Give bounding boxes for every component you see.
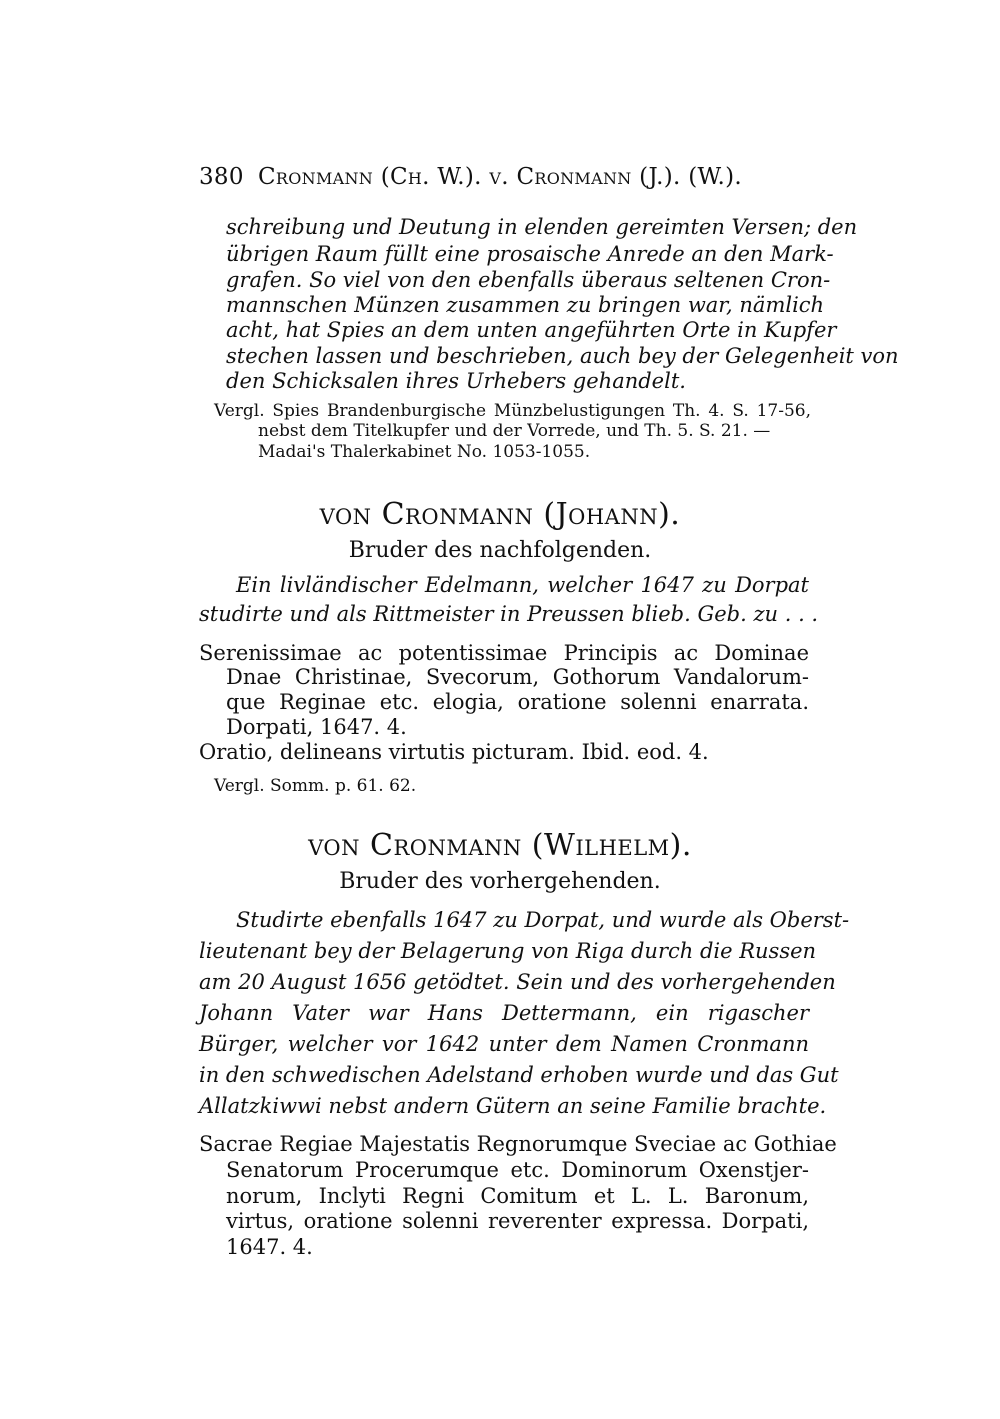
reference-note-line: Vergl. Somm. p. 61. 62.: [214, 776, 417, 796]
paragraph-line: acht, hat Spies an dem unten angeführten Orte in Kupfer: [226, 318, 837, 342]
work-entry-line: Dnae Christinae, Svecorum, Gothorum Vandalorum-: [226, 665, 809, 689]
paragraph-line: Johann Vater war Hans Dettermann, ein rigascher: [199, 1001, 809, 1025]
paragraph-line: den Schicksalen ihres Urhebers gehandelt.: [226, 369, 686, 393]
paragraph-line: mannschen Münzen zusammen zu bringen war, nämlich: [226, 293, 825, 317]
work-entry-line: 1647. 4.: [226, 1235, 313, 1259]
paragraph-line: in den schwedischen Adelstand erhoben wurde und das Gut: [199, 1063, 839, 1087]
paragraph-line: Bürger, welcher vor 1642 unter dem Namen Cronmann: [199, 1032, 809, 1056]
paragraph-line: Allatzkiwwi nebst andern Gütern an seine Familie brachte.: [199, 1094, 827, 1118]
running-title: Cronmann (Ch. W.). v. Cronmann (J.). (W.).: [258, 164, 742, 190]
work-entry-line: Senatorum Procerumque etc. Dominorum Oxenstjer-: [226, 1158, 809, 1182]
work-entry-line: Oratio, delineans virtutis picturam. Ibid. eod. 4.: [199, 740, 709, 764]
paragraph-line: studirte und als Rittmeister in Preussen blieb. Geb. zu . . .: [199, 602, 819, 626]
paragraph-line: übrigen Raum füllt eine prosaische Anrede an den Mark-: [226, 242, 834, 266]
paragraph-line: schreibung und Deutung in elenden gereimten Versen; den: [226, 215, 858, 239]
page-number: 380: [199, 164, 244, 190]
paragraph-line: Ein livländischer Edelmann, welcher 1647 zu Dorpat: [236, 573, 809, 597]
paragraph-line: grafen. So viel von den ebenfalls überaus seltenen Cron-: [226, 268, 831, 292]
paragraph-line: lieutenant bey der Belagerung von Riga durch die Russen: [199, 939, 817, 963]
section-subheading: Bruder des vorhergehenden.: [339, 869, 661, 894]
work-entry-line: que Reginae etc. elogia, oratione solenni enarrata.: [226, 690, 809, 714]
section-heading: von Cronmann (Wilhelm).: [308, 828, 692, 863]
paragraph-line: stechen lassen und beschrieben, auch bey der Gelegenheit von: [226, 344, 899, 368]
section-subheading: Bruder des nachfolgenden.: [348, 538, 652, 563]
reference-note-line: Madai's Thalerkabinet No. 1053-1055.: [258, 442, 591, 462]
work-entry-line: Dorpati, 1647. 4.: [226, 715, 407, 739]
work-entry-line: Serenissimae ac potentissimae Principis ac Dominae: [199, 641, 809, 665]
reference-note-line: Vergl. Spies Brandenburgische Münzbelustigungen Th. 4. S. 17-56,: [214, 401, 811, 421]
work-entry-line: virtus, oratione solenni reverenter expressa. Dorpati,: [226, 1209, 809, 1233]
paragraph-line: Studirte ebenfalls 1647 zu Dorpat, und wurde als Oberst-: [236, 908, 850, 932]
section-heading: von Cronmann (Johann).: [319, 497, 681, 532]
work-entry-line: Sacrae Regiae Majestatis Regnorumque Sveciae ac Gothiae: [199, 1132, 837, 1156]
reference-note-line: nebst dem Titelkupfer und der Vorrede, und Th. 5. S. 21. —: [258, 421, 771, 441]
work-entry-line: norum, Inclyti Regni Comitum et L. L. Baronum,: [226, 1184, 809, 1208]
paragraph-line: am 20 August 1656 getödtet. Sein und des vorhergehenden: [199, 970, 836, 994]
